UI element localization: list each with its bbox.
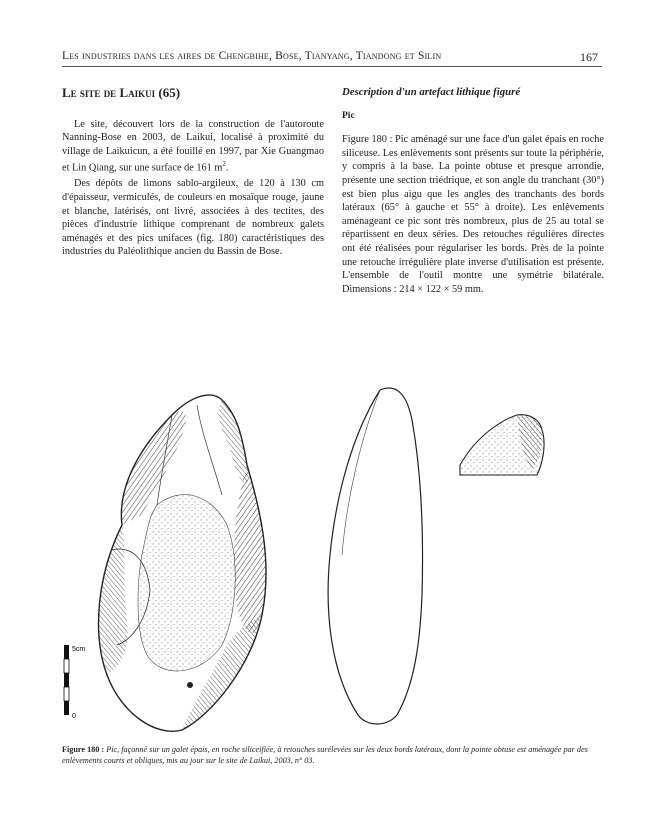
description-title: Description d'un artefact lithique figuré — [342, 86, 521, 98]
paragraph — [62, 118, 324, 176]
pick-cross-section — [460, 415, 544, 475]
running-header: Les industries dans les aires de Chengbihe, Bose, Tianyang, Tiandong et Silin — [62, 50, 442, 62]
left-column — [62, 86, 324, 261]
section-title: Le site de Laikui (65) — [62, 85, 181, 100]
superscript: 2 — [222, 160, 226, 169]
right-column — [342, 86, 604, 298]
paragraph: Figure 180 : Pic aménagé sur une face d'un galet épais en roche siliceuse. Les enlèvements sont présents sur toute la périphérie, y compris à la base. La pointe obtuse et presque arrondie, présente une section triédrique, et son angle du tranchant (30°) est bien plus aigu que les angles des tranchants des bords latéraux (65° à gauche et 55° à droite). Les enlèvements aménageant ce pic sont très nombreux, plus de 25 au total se répartissent en deux séries. Des retouches régulières directes ont été réalisées pour régulariser les bords. Près de la pointe une retouche irrégulière plate inverse d'utilisation est présente. L'ensemble de l'outil montre une symétrie bilatérale. Dimensions : 214 × 122 × 59 mm. — [342, 134, 604, 295]
paragraph-text: Le site, découvert lors de la construction de l'autoroute Nanning-Bose en 2003, de Laikui, localisé à proximité du village de Laikuicun, a été fouillé en 1997, par Xie Guangmao et Lin Qiang, sur une surface de 161 m — [62, 118, 324, 174]
artefact-drawing — [62, 375, 602, 735]
page-number: 167 — [580, 50, 598, 64]
scale-label-top: 5cm — [72, 646, 86, 653]
scale-label-bottom: 0 — [72, 713, 76, 720]
header-rule — [62, 66, 602, 67]
pick-side-view — [328, 388, 422, 724]
scale-bar — [64, 645, 85, 720]
figure-180 — [62, 375, 602, 735]
figure-caption — [62, 744, 602, 766]
paragraph: Des dépôts de limons sablo-argileux, de 120 à 130 cm d'épaisseur, vermiculés, de couleurs en mosaïque rouge, jaune et blanche, latérisés, ont livré, associées à des tectites, des pièces d'industrie lithique comprenant de nombreux galets aménagés et des pics unifaces (fig. 180) caractéristiques des industries du Paléolithique ancien du Bassin de Bose. — [62, 178, 324, 258]
caption-text: Pic, façonné sur un galet épais, en roche siliceifiée, à retouches surélevées sur les deux bords latéraux, dont la pointe obtuse est aménagée par des enlèvements courts et obliques, mis au jour sur le site de Laikui, 2003, n° 03. — [62, 745, 588, 765]
paragraph-end: . — [225, 162, 229, 174]
pick-front-view — [99, 395, 266, 731]
artefact-subtitle: Pic — [342, 110, 355, 121]
caption-label: Figure 180 : — [62, 745, 105, 754]
